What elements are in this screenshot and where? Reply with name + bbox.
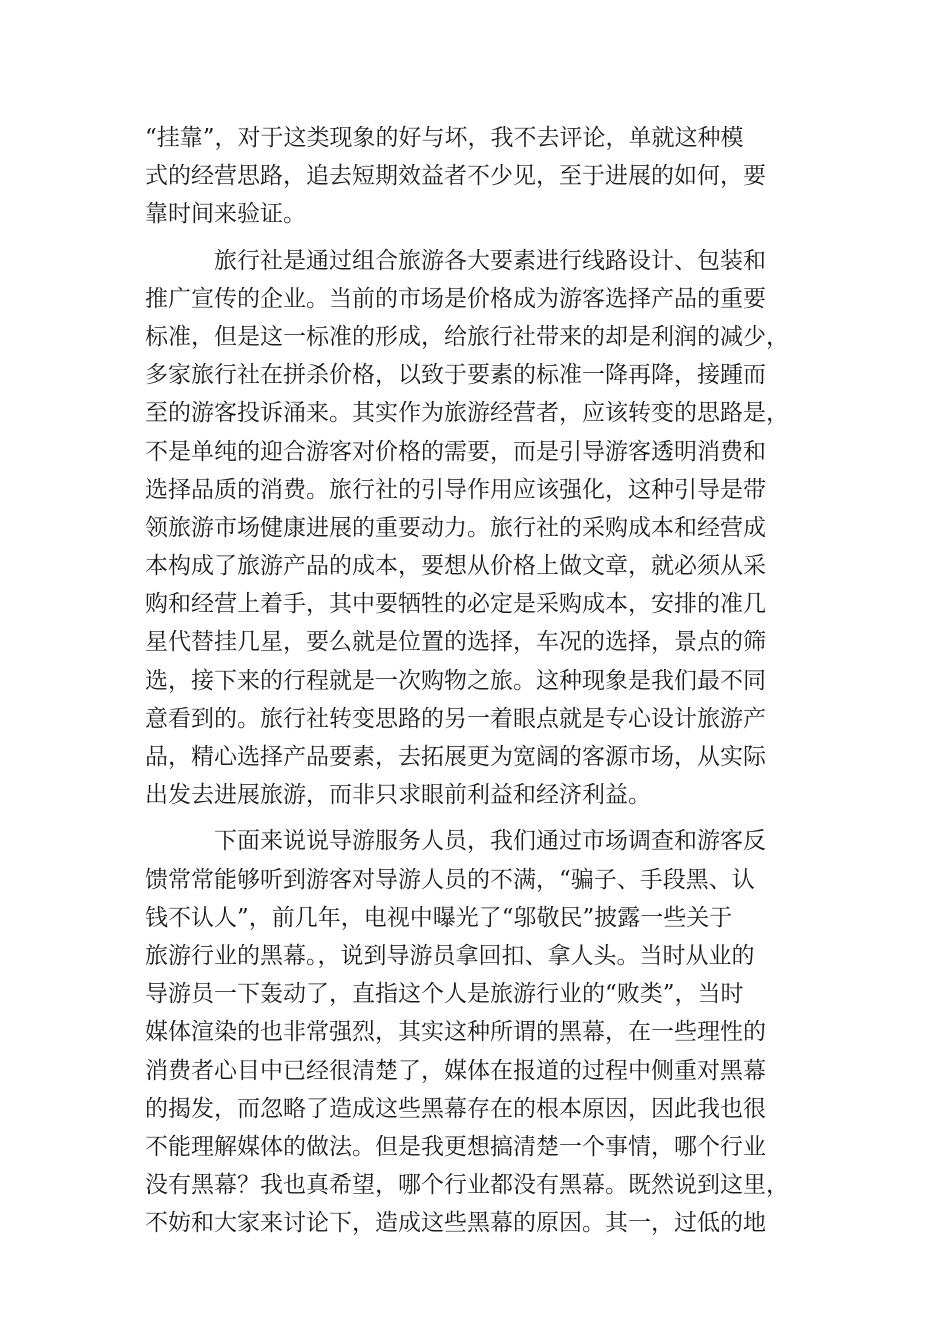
text-line: 消费者心目中已经很清楚了，媒体在报道的过程中侧重对黑幕 — [145, 1057, 766, 1084]
text-line: 领旅游市场健康进展的重要动力。旅行社的采购成本和经营成 — [145, 514, 766, 541]
text-line: 选，接下来的行程就是一次购物之旅。这种现象是我们最不同 — [145, 667, 766, 694]
text-line: 不是单纯的迎合游客对价格的需要，而是引导游客透明消费和 — [145, 438, 766, 465]
text-line: 选择品质的消费。旅行社的引导作用应该强化，这种引导是带 — [145, 476, 766, 503]
text-line: 旅游行业的黑幕。，说到导游员拿回扣、拿人头。当时从业的 — [145, 942, 755, 969]
text-line: 不能理解媒体的做法。但是我更想搞清楚一个事情，哪个行业 — [145, 1133, 766, 1160]
text-line: 购和经营上着手，其中要牺牲的必定是采购成本，安排的准几 — [145, 591, 766, 618]
text-line: 式的经营思路，追去短期效益者不少见，至于进展的如何，要 — [145, 163, 766, 190]
text-line: 品，精心选择产品要素，去拓展更为宽阔的客源市场，从实际 — [145, 744, 766, 770]
text-line: 本构成了旅游产品的成本，要想从价格上做文章，就必须从采 — [145, 553, 766, 580]
paragraph-gap — [145, 814, 805, 822]
text-line: 意看到的。旅行社转变思路的另一着眼点就是专心设计旅游产 — [145, 705, 766, 732]
text-line: “挂靠”，对于这类现象的好与坏，我不去评论，单就这种模 — [145, 125, 744, 151]
text-line: 媒体渲染的也非常强烈，其实这种所谓的黑幕，在一些理性的 — [145, 1019, 766, 1046]
text-line: 不妨和大家来讨论下，造成这些黑幕的原因。其一，过低的地 — [145, 1210, 766, 1237]
text-line: 没有黑幕？我也真希望，哪个行业都没有黑幕。既然说到这里， — [145, 1172, 789, 1199]
paragraph-1 — [145, 119, 805, 234]
text-line: 推广宣传的企业。当前的市场是价格成为游客选择产品的重要 — [145, 285, 766, 312]
text-line: 星代替挂几星，要么就是位置的选择，车况的选择，景点的筛 — [145, 629, 766, 656]
text-line: 导游员一下轰动了，直指这个人是旅游行业的“败类”，当时 — [145, 981, 744, 1008]
text-line: 钱不认人”，前几年，电视中曝光了“邬敬民”披露一些关于 — [145, 904, 733, 931]
text-line: 馈常常能够听到游客对导游人员的不满，“骗子、手段黑、认 — [145, 866, 755, 893]
text-line: 下面来说说导游服务人员，我们通过市场调查和游客反 — [214, 828, 766, 855]
text-line: 标准，但是这一标准的形成，给旅行社带来的却是利润的减少， — [145, 323, 789, 350]
text-line: 出发去进展旅游，而非只求眼前利益和经济利益。 — [145, 782, 651, 809]
paragraph-2 — [145, 242, 805, 815]
paragraph-gap — [145, 234, 805, 242]
text-line: 的揭发，而忽略了造成这些黑幕存在的根本原因，因此我也很 — [145, 1095, 766, 1122]
body-text — [145, 119, 805, 1242]
text-line: 靠时间来验证。 — [145, 201, 306, 228]
text-line: 旅行社是通过组合旅游各大要素进行线路设计、包装和 — [214, 247, 766, 274]
text-line: 多家旅行社在拼杀价格，以致于要素的标准一降再降，接踵而 — [145, 362, 766, 389]
text-line: 至的游客投诉涌来。其实作为旅游经营者，应该转变的思路是， — [145, 400, 789, 427]
paragraph-3 — [145, 822, 805, 1242]
